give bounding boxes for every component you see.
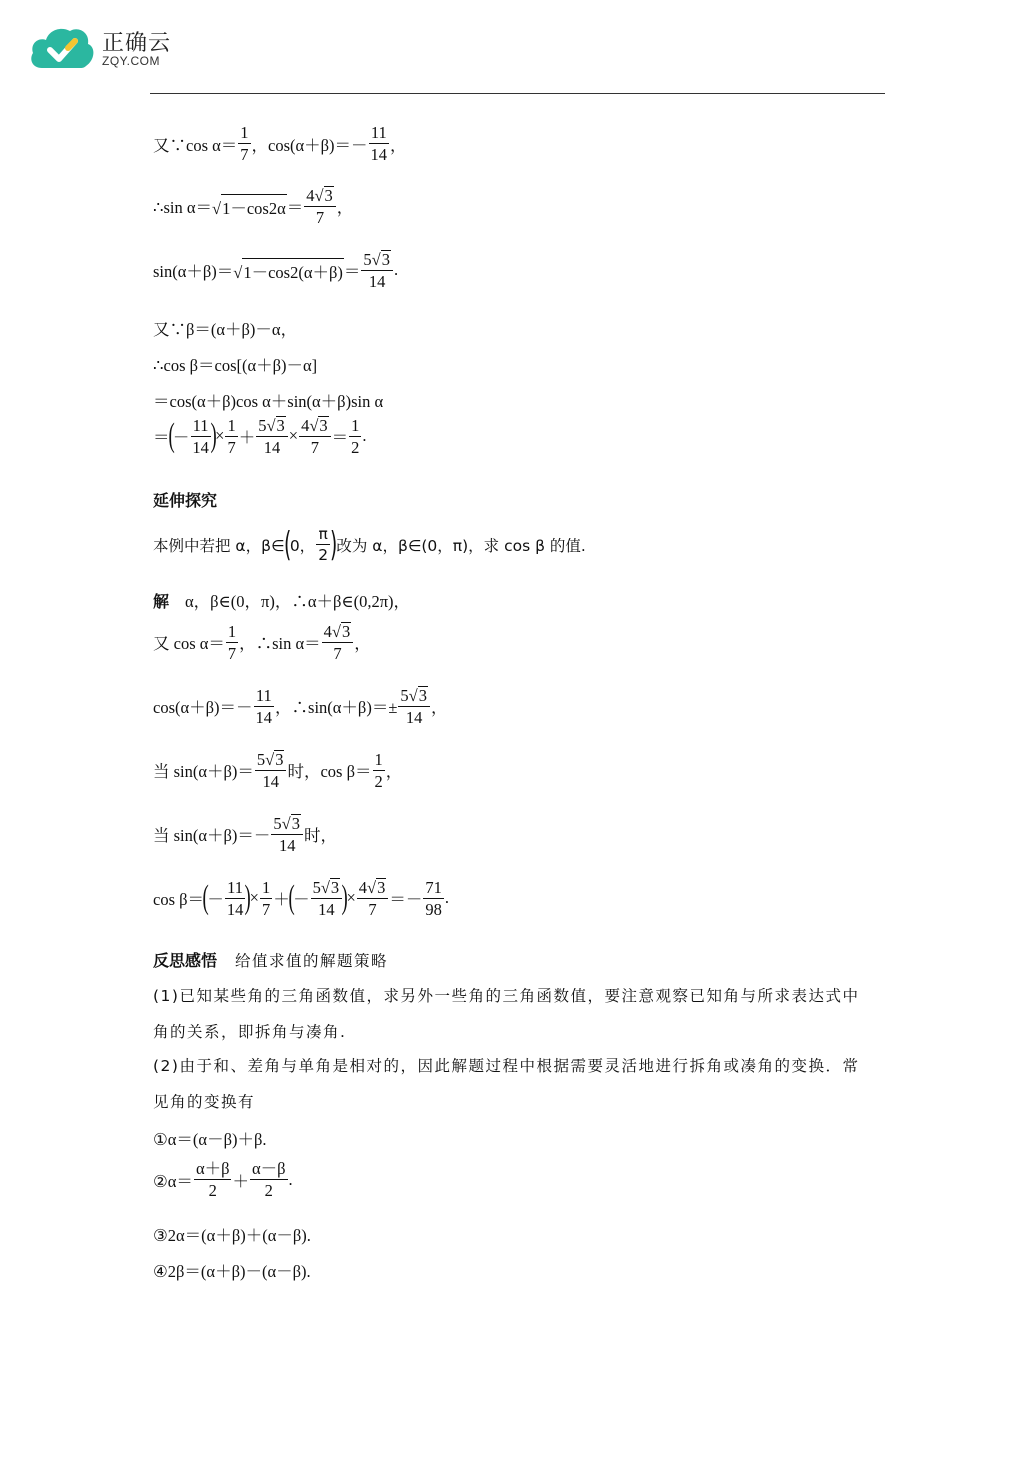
fraction: $\frac{11}{14}$ — [370, 123, 388, 165]
extension-problem: 本例中若把 α，β∈ ( 0， $\frac{\pi}{2}$ ) 改为 α，β∈(0，π)，求 cos β 的值. — [153, 524, 586, 565]
formula-1: ①α＝(α－β)＋β. — [153, 1130, 267, 1149]
solution-line-6: ＝cos(α＋β)cos α＋sin(α＋β)sin α — [153, 392, 384, 411]
brand-logo — [28, 22, 208, 74]
solution-line-4: 又∵β＝(α＋β)－α， — [153, 320, 298, 339]
brand-name: 正确云 — [102, 31, 172, 56]
header-divider — [150, 93, 885, 94]
fraction: 4√ 3 7 — [304, 186, 336, 227]
brand-domain: ZQY.COM — [102, 54, 160, 68]
solution-line-3: sin(α＋β)＝ √ 1－cos2(α＋β) ＝ 5√ 3 14 . — [153, 250, 399, 292]
square-root: √ 1－cos2(α＋β) — [233, 258, 344, 283]
fraction: 5√ 3 14 — [361, 250, 393, 291]
extension-solution-line-6: cos β＝ ( － $\frac{11}{14}$ ) × $\frac{1}{7}$ ＋ ( － 5√ 3 14 ) × 4√ 3 7 ＝－ $\frac{71}{98}$ . — [153, 877, 449, 920]
solution-label: 解 — [153, 591, 170, 611]
solution-line-2: ∴sin α＝ √ 1－cos2α ＝ 4√ 3 7 ， — [153, 186, 354, 228]
reflection-subtitle: 给值求值的解题策略 — [235, 951, 389, 970]
cloud-check-icon — [28, 22, 96, 74]
reflection-heading-line — [153, 948, 388, 971]
extension-solution-line-1: 解 α，β∈(0，π)，∴α＋β∈(0,2π)， — [153, 588, 410, 612]
solution-line-5: ∴cos β＝cos[(α＋β)－α] — [153, 356, 318, 375]
solution-line-1: 又∵cos α＝ $\frac{1}{7}$ ，cos(α＋β)＝－ $\frac{11}{14}$ ， — [153, 123, 407, 165]
extension-solution-line-2: 又 cos α＝ $\frac{1}{7}$ ，∴sin α＝ 4√ 3 7 ， — [153, 621, 371, 664]
solution-line-7: ＝ ( － $\frac{11}{14}$ ) × $\frac{1}{7}$ ＋ 5√ 3 14 × 4√ 3 7 ＝ $\frac{1}{2}$ . — [153, 415, 367, 458]
formula-4: ④2β＝(α＋β)－(α－β). — [153, 1262, 311, 1281]
formula-3: ③2α＝(α＋β)＋(α－β). — [153, 1226, 311, 1245]
reflection-paragraph-1: (1)已知某些角的三角函数值，求另外一些角的三角函数值，要注意观察已知角与所求表达式中角的关系，即拆角与凑角. — [153, 987, 860, 1041]
extension-solution-line-5: 当 sin(α＋β)＝－ 5√ 3 14 时， — [153, 814, 337, 856]
reflection-paragraph-2: (2)由于和、差角与单角是相对的，因此解题过程中根据需要灵活地进行拆角或凑角的变换．常见角的变换有 — [153, 1057, 860, 1111]
formula-2: ②α＝ $\frac{\alpha+\beta}{2}$ ＋ $\frac{\alpha-\beta}{2}$ . — [153, 1159, 293, 1201]
extension-heading: 延伸探究 — [153, 491, 218, 510]
square-root: √ 1－cos2α — [212, 194, 287, 219]
extension-solution-line-4: 当 sin(α＋β)＝ 5√ 3 14 时，cos β＝ $\frac{1}{2}$ ， — [153, 749, 403, 792]
fraction: $\frac{1}{7}$ — [240, 123, 249, 165]
reflection-heading: 反思感悟 — [153, 951, 218, 970]
extension-solution-line-3: cos(α＋β)＝－ $\frac{11}{14}$ ，∴sin(α＋β)＝± 5√ 3 14 ， — [153, 685, 448, 728]
